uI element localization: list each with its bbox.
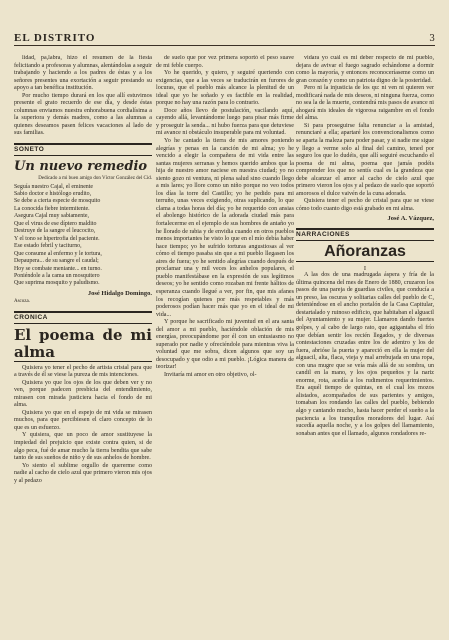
section-label-soneto: SONETO xyxy=(14,143,152,156)
poem-line: Hoy se combate meniante... en turno. xyxy=(14,265,102,272)
sonnet-title: Un nuevo remedio xyxy=(14,158,148,174)
column-2 xyxy=(156,55,294,635)
section-label-cronica: CRONICA xyxy=(14,311,152,324)
page-number: 3 xyxy=(429,34,435,44)
poem-line: Sabio doctor e histólogo erudito, xyxy=(14,191,92,198)
author-signature: José A. Vázquez, xyxy=(387,215,434,223)
paragraph: Doce años llevo de postulación, vacilando aquí, cayendo allá, levantándome luego para pisar más firme y proseguir la senda... ni hubo fuerza para que detuviese mi avance ni obstáculo insuperable para mi voluntad. xyxy=(156,107,294,137)
paragraph: Yo he querido, y quiero, y seguiré queriendo con exigencias, que a las veces se traducirán en furores de locuras, que el pueblo más alcance la plenitud de un ideal que yo he soñado y es factible en la realidad, porque no hay una razón para lo contrario. xyxy=(156,70,294,107)
poem-line: Asegura Cajal muy sabiamente, xyxy=(14,213,89,220)
sonnet-poem xyxy=(14,184,152,288)
paragraph: Y quisiera, que un poco de amor sustituyese la impiedad del prejuicio que existe contra quien, si de algo peca, fué de amar mucho la tierra bendita que sabe tanto de sus sueños de niño y de sus anhelos de hombre. xyxy=(14,432,152,462)
poem-line: Ese estado febril y taciturno, xyxy=(14,243,82,250)
paragraph: Quisiera yo tener el pecho de artista cristal para que a través de él se viese la pureza de mis intenciones. xyxy=(14,364,152,379)
poem-line: Que el virus de ese díptero maldito xyxy=(14,220,97,227)
page-header xyxy=(14,28,435,46)
poem-line: La conocida fiebre intermitente. xyxy=(14,205,90,212)
poem-line: Poniéndole a la cama un mosquitero xyxy=(14,273,100,279)
poem-line: Se debe a cierta especie de mosquito xyxy=(14,198,101,205)
poem-line: Destruye de la sangre el leucocito, xyxy=(14,228,96,235)
paragraph: Quisiera yo que los ojos de los que deben ver y no ven, porque padecen presbicia del entendimiento, mirasen con mirada justiciera hacia el fondo de mi alma. xyxy=(14,379,152,409)
paragraph: vidara yo cuál es mi deber respecto de mi pueblo, dejara de avivar el fuego sagrado echándome a dormir como la mayoría, y entonces reconoceríaseme como un gran corazón y como un patriota digno de la posteridad. xyxy=(296,55,434,84)
poem-line: Que consume al enfermo y le tortura, xyxy=(14,250,102,257)
paragraph: Y porque he sacrificado mi juventud en el ara santa del amor a mi pueblo, haciéndole oblación de mis energías, preocupándome por él con un entusiasmo no superado por nadie y ofreciéndole para mientras viva la voluntad que me sobra, dicen algunos que soy un desocupado y que odio a mi pueblo. ¡Lógica manera de teorizar! xyxy=(156,319,294,371)
narration-title: Añoranzas xyxy=(296,243,434,262)
paragraph: Si para proseguirse falta renunciar a la amistad, renunciaré a ella; apartaré los convencionalismos como se aparta la maleza para poder pasar, y si nadie me sigue y llego a verme solo al final del camino, tened por seguro los que lo dudéis, que allí seguiré escuchando el poema de mi alma, poema que jamás podéis comprender los que no sentís cual es la grandeza que debe alcanzar el amor al cacho de cielo azul que primero vieron los ojos y al pedazo de suelo que soportó amorosos el dulce vaivén de la cuna adorada. xyxy=(296,122,434,197)
chapter-number: I xyxy=(363,264,367,272)
paragraph: Por mucho tiempo durará en los que allí estuvimos presente el grato recuerdo de ese día, y desde éstas columnas enviamos nuestra enhorabuena cordialísima a la superiora y demás madres, como a las alumnas a quienes deseamos pasen felices vacaciones al lado de sus familias. xyxy=(14,92,152,137)
paragraph: Invitaría mi amor en otro objetivo, ol- xyxy=(164,371,257,378)
paragraph: A las dos de una madrugada áspera y fría de la última quincena del mes de Enero de 1880, cruzaron los pasos de una pareja de guardias civiles, que conducía a un preso, las oscuras y solitarias calles del pueblo de C, deteniéndose en el ancho portalón de la Casa Capitular, destartalado y ruinoso edificio, que habitaban el alguacil del Ayuntamiento y su mujer. Llamaron dando fuertes golpes, y al cabo de largo rato, que agigantaba el frío que debían sentir los recién llegados, y de diversas contestaciones cruzadas entre los de adentro y los de fuera, abrióse la puerta y apareció en ella la mujer del alguacil, alta, flaca, vieja y mal arrebujada en una ropa, con una mugre que se veía más allá de su sombra, un candil en la mano, y los ojos pequeños y la nariz enorme, rota, acedía a los rudimentos requerimientos. Era aquél tiempo de quintas, en el cual los mozos alistados, acompañados de sus parientes y amigos, tomaban los rondando las calles del pueblo, bebiendo algo y cantando mucho, hasta hacer perder el sueño a la paciencia a los tranquilos moradores del lugar. Así sucedía aquella noche, y a los golpes del llamamiento, sonaban antes que el llamado, algunos rondadores re- xyxy=(296,272,434,437)
newspaper-title: EL DISTRITO xyxy=(14,32,96,44)
column-3 xyxy=(296,55,434,635)
paragraph: Yo he cantado la tierra de mis amores poniendo alegrías y penas en la canción de mi alma; yo he vencido a elegir la compañera de mi vida entre las santas mujeres serranas y hemos querido ambos que la hija de nuestro amor naciese en nuestra ciudad; yo no siento gozo ni ventura, ni plena salud sino cuando llego a mis lares; yo llore como un niño porque no veo todos los días la torre del Castillo; yo he pedido para mi terruño, unas veces exigiendo, otras suplicando, lo que clama a todas horas del día; yo he requerido con ansias el abolengo histórico de la adorada ciudad más para fortalecerme en el ejemplo de sus hombres de antaño yo he llorado de rabia y de envidia cuando en otros pueblos menos importantes he visto lo que en el mío debía haber hace tiempo; yo he sufrido torturas angustiosas al ver cómo el tiempo pasaba sin que a mi pueblo llegasen los aires de fuera; yo he sentido alegrías cuando después de proclamar una y mil veces los anhelos populares, el pueblo manifestábase en la expresión de sus legítimos deseos; yo he sentido como rozaban mi frente hálitos de esperanza cuando llegué a ver, por fin, que mis afanes los recogían quienes por más respetables y más poderosos podían hacer más que yo en el ideal de mi vida... xyxy=(156,138,294,318)
column-1 xyxy=(14,55,152,635)
poem-line: Depaupera... de su sangre el caudal; xyxy=(14,258,99,265)
section-label-narraciones: NARRACIONES xyxy=(296,228,434,241)
poet-signature: José Hidalgo Domingo. xyxy=(87,289,152,297)
cronica-title: El poema de mi alma xyxy=(14,325,152,361)
place-name: Ascoza. xyxy=(14,299,30,305)
paragraph: de suelo que por vez primera soportó el peso suave de mi feble cuerpo. xyxy=(156,55,294,69)
paragraph: Yo siento el sublime orgullo de quererme como nadie al cacho de cielo azul que primero vieron mis ojos y al pedazo xyxy=(14,462,152,484)
poem-line: Seguía nuestro Cajal, el eminente xyxy=(14,183,94,190)
paragraph: Pero ni la injusticia de los qu: ni ven ni quieren ver modificará nada de mis deseos, ni ninguna fuerza, como no sea la de la muerte, contendrá mis pasos de avance ni ahogará mis ideales de vigorosa raigambre en el fondo del alma. xyxy=(296,85,434,122)
poem-line: Que suprima mosquito y paludismo. xyxy=(14,280,100,287)
paragraph: lidad, pa,labra, hizo el resumen de la fiesta felicitando a profesoras y alumnas, alentándolas a seguir trabajando y haciendo a los padres de éstas y a los señores presentes una exortación a seguir prestando su apoyo a tan benéfica institución. xyxy=(14,55,152,92)
poem-line: Y el tono se hipertrofia del paciente. xyxy=(14,235,100,242)
paragraph: Quisiera yo que en el espejo de mi vida se mirasen muchos, para que percibiesen el claro concepto de lo que es un esfuerzo. xyxy=(14,409,152,431)
dedication: Dedicado a mi buen amigo don Víctor González del Cid. xyxy=(38,175,152,181)
paragraph: Quisiera tener el pecho de cristal para que se viese cómo todo cuanto digo está grabado en mi alma. xyxy=(296,198,434,212)
